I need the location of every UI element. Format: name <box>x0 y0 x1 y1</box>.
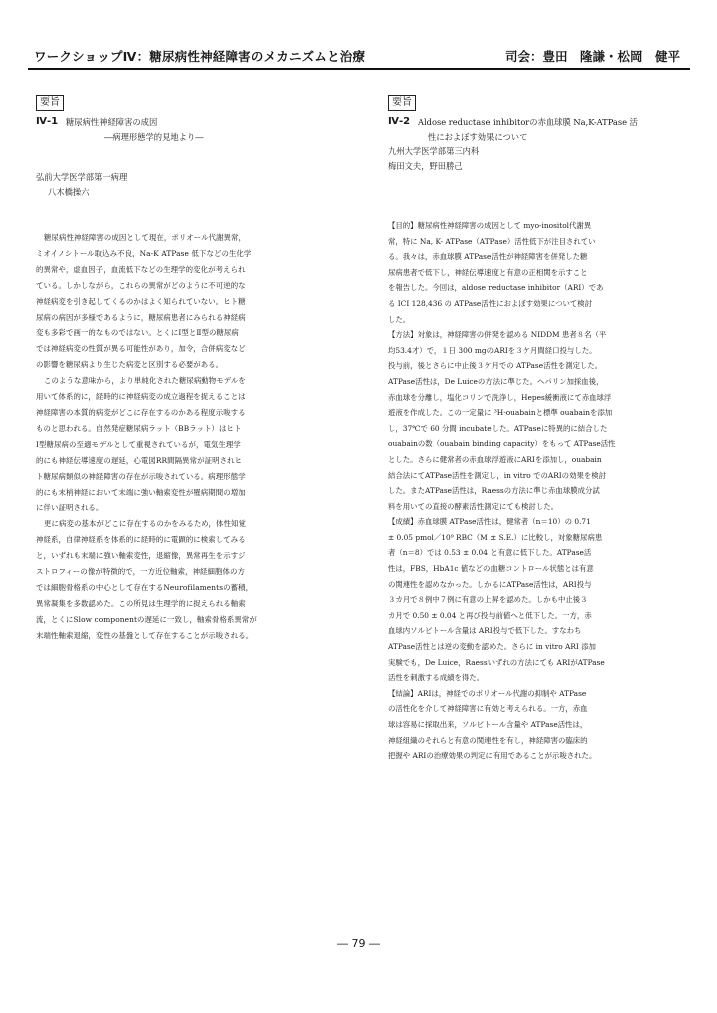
chairs: 司会：豊田 隆謙・松岡 健平 <box>504 49 680 64</box>
title-line: 糖尿病性神経障害の成因 <box>66 117 158 127</box>
text-line: し，37℃で 60 分間 incubateした。ATPaseに特異的に結合した <box>388 423 608 433</box>
header-rule <box>28 68 690 70</box>
affiliation: 弘前大学医学部第一病理 <box>36 172 128 182</box>
text-line: 尿病の病因が多様であるように，糖尿病患者にみられる神経病 <box>36 312 246 322</box>
text-line: 【成績】赤血球膜 ATPase活性は，健常者（n＝10）の 0.71 <box>388 517 591 527</box>
text-line: カ月で 0.50 ± 0.04 と再び投与前値へと低下した。一方，赤 <box>388 610 592 620</box>
text-line: 流，とくにSlow componentの遅延に一致し，軸索骨格系異常が <box>36 614 257 624</box>
text-line: 常，特に Na, K- ATPase（ATPase）活性低下が注目されてい <box>388 236 596 246</box>
presentation-title <box>66 115 204 144</box>
text-line: を報告した。今回は，aldose reductase inhibitor（ARI）であ <box>388 283 604 293</box>
summary-badge: 要旨 <box>388 95 416 111</box>
text-line: 活性を刺激する成績を得た。 <box>388 673 485 683</box>
page-header <box>28 44 688 68</box>
text-line: 結合法にてATPase活性を測定し，in vitro でのARIの効果を検討 <box>388 470 607 480</box>
text-line: 的にも神経伝導速度の遅延，心電図RR間隔異常が証明されヒ <box>36 455 243 465</box>
text-line: 糖尿病性神経障害の成因として現在，ポリオール代謝異常， <box>44 233 247 242</box>
text-line: とした。さらに健常者の赤血球浮遊液にARIを添加し，ouabain <box>388 454 602 464</box>
presentation-heading <box>36 115 336 144</box>
text-line: 更に病変の基本がどこに存在するのかをみるため，体性知覚 <box>44 519 246 529</box>
text-line: ト糖尿病類似の神経障害の存在が示唆されている。病理形態学 <box>36 471 246 481</box>
presentation-number: Ⅳ-1 <box>36 116 59 127</box>
text-line: ± 0.05 pmol／10⁹ RBC（M ± S.E.）に比較し，対象糖尿病患 <box>388 532 603 542</box>
text-line: ストロフィーの像が特徴的で，一方近位軸索，神経細胞体の方 <box>36 567 246 577</box>
text-line: 神経組織のそれらと有意の関連性を有し，神経障害の臨床的 <box>388 735 588 745</box>
text-line: 末端性軸索退縮，変性の基盤として存在することが示唆される。 <box>36 630 254 640</box>
text-line: ミオイノシトール取込み不良，Na-K ATPase 低下などの生化学 <box>36 248 252 258</box>
presentation-heading <box>388 115 680 144</box>
text-line: に伴い証明される。 <box>36 503 104 513</box>
text-line: ouabainの数（ouabain binding capacity）をもって ATPase活性 <box>388 439 616 449</box>
text-line: 投与前，後とさらに中止後３ケ月での ATPase活性を測定した。 <box>388 361 603 371</box>
text-line: 球は容易に採取出来，ソルビトール含量や ATPase活性は， <box>388 720 588 729</box>
text-line: このような意味から，より単純化された糖尿病動物モデルを <box>44 376 246 386</box>
text-line: 的にも末梢神経において末端に強い軸索変性が罹病期間の増加 <box>36 487 246 497</box>
text-line: ATPase活性とは逆の変動を認めた。さらに in vitro ARI 添加 <box>388 642 596 652</box>
text-line: 実験でも，De Luice，Raessいずれの方法にても ARIがATPase <box>388 657 605 667</box>
text-line: の関連性を認めなかった。しかるにATPase活性は，ARI投与 <box>388 579 592 589</box>
abstract-body <box>36 230 336 644</box>
text-line: ATPase活性は，De Luiceの方法に準じた。ヘパリン加採血後， <box>388 376 604 386</box>
title-line: Aldose reductase inhibitorの赤血球膜 Na,K-ATPase 活 <box>418 117 638 127</box>
text-line: 神経病変を引き起してくるのかはよく知られていない。ヒト糖 <box>36 296 246 306</box>
text-line: 血球内ソルビトール含量は ARI投与で低下した。すなわち <box>388 626 582 636</box>
text-line: る。我々は，赤血球膜 ATPase活性が神経障害を併発した糖 <box>388 252 588 262</box>
author: 八木橋操六 <box>48 187 90 197</box>
text-line: 料を用いての直接の酵素活性測定にても検討した。 <box>388 501 558 511</box>
text-line: ものと思われる。自然発症糖尿病ラット（BBラット）はヒト <box>36 423 242 433</box>
text-line: 性は，FBS，HbA1c 値などの血糖コントロール状態とは有意 <box>388 564 594 574</box>
text-line: 【結論】ARIは，神経でのポリオール代謝の抑制や ATPase <box>388 688 587 698</box>
presentation-title <box>418 115 638 144</box>
text-line: ている。しかしながら，これらの異常がどのように不可逆的な <box>36 280 246 290</box>
workshop-title: ワークショップⅣ：糖尿病性神経障害のメカニズムと治療 <box>34 49 366 64</box>
subtitle-line: ―病理形態学的見地より― <box>104 131 204 142</box>
text-line: 把握や ARIの治療効果の判定に有用であることが示唆された。 <box>388 751 597 761</box>
text-line: 的異常や，虚血因子，血流低下などの生理学的変化が考えられ <box>36 264 246 274</box>
text-line: 遊液を作成した。この一定量に ³H-ouabainと標準 ouabainを添加 <box>388 408 613 418</box>
abstract-iv-2 <box>388 90 680 764</box>
text-line: 異常凝集を多数認めた。この所見は生理学的に捉えられる軸索 <box>36 598 246 608</box>
text-line: の影響を糖尿病より生じた病変と区別する必要がある。 <box>36 360 224 370</box>
text-line: 尿病患者で低下し，神経伝導速度と有意の正相関を示すこと <box>388 267 588 277</box>
text-line: 【方法】対象は，神経障害の併発を認める NIDDM 患者８名（平 <box>388 330 607 340</box>
affiliation: 九州大学医学部第三内科 <box>388 146 480 156</box>
text-line: ３カ月で８例中７例に有意の上昇を認めた。しかも中止後３ <box>388 595 588 605</box>
text-line: 用いて体系的に，経時的に神経病変の成立過程を捉えることは <box>36 392 246 402</box>
authors: 梅田文夫，野田勝己 <box>388 161 463 171</box>
text-line: 神経系，自律神経系を体系的に経時的に電顕的に検索してみる <box>36 535 246 545</box>
text-line: では細胞骨格系の中心として存在するNeurofilamentsの蓄積， <box>36 582 254 592</box>
text-line: 神経障害の本質的病変がどこに存在するのかある程度示唆する <box>36 407 246 417</box>
text-line: した。またATPase活性は，Raessの方法に準じ赤血球膜成分試 <box>388 486 600 496</box>
text-line: る ICI 128,436 の ATPase活性におよぼす効果について検討 <box>388 298 593 308</box>
page-number: ― 79 ― <box>337 937 380 950</box>
title-line: 性におよぼす効果について <box>428 131 528 142</box>
text-line: した。 <box>388 314 411 324</box>
text-line: では神経病変の性質が異る可能性があり，加令，合併病変など <box>36 344 246 354</box>
text-line: 変も多彩で画一的なものではない。とくにⅠ型とⅡ型の糖尿病 <box>36 328 239 338</box>
text-line: の活性化を介して神経障害に有効と考えられる。一方，赤血 <box>388 704 588 714</box>
text-line: 者（n＝8）では 0.53 ± 0.04 と有意に低下した。ATPase活 <box>388 548 592 558</box>
text-line: 均53.4才）で，１日 300 mgのARIを３ケ月間経口投与した。 <box>388 345 597 355</box>
text-line: 【目的】糖尿病性神経障害の成因として myo-inositol代謝異 <box>388 221 592 230</box>
text-line: 赤血球を分離し，塩化コリンで洗浄し，Hepes緩衝液にて赤血球浮 <box>388 392 612 402</box>
abstract-body <box>388 218 680 764</box>
abstract-iv-1 <box>36 90 336 644</box>
text-line: Ⅰ型糖尿病の至適モデルとして重視されているが，電気生理学 <box>36 439 241 449</box>
text-line: と，いずれも末端に強い軸索変性，退縮像，異常再生を示すジ <box>36 551 246 561</box>
summary-badge: 要旨 <box>36 95 64 111</box>
presentation-number: Ⅳ-2 <box>388 116 411 127</box>
